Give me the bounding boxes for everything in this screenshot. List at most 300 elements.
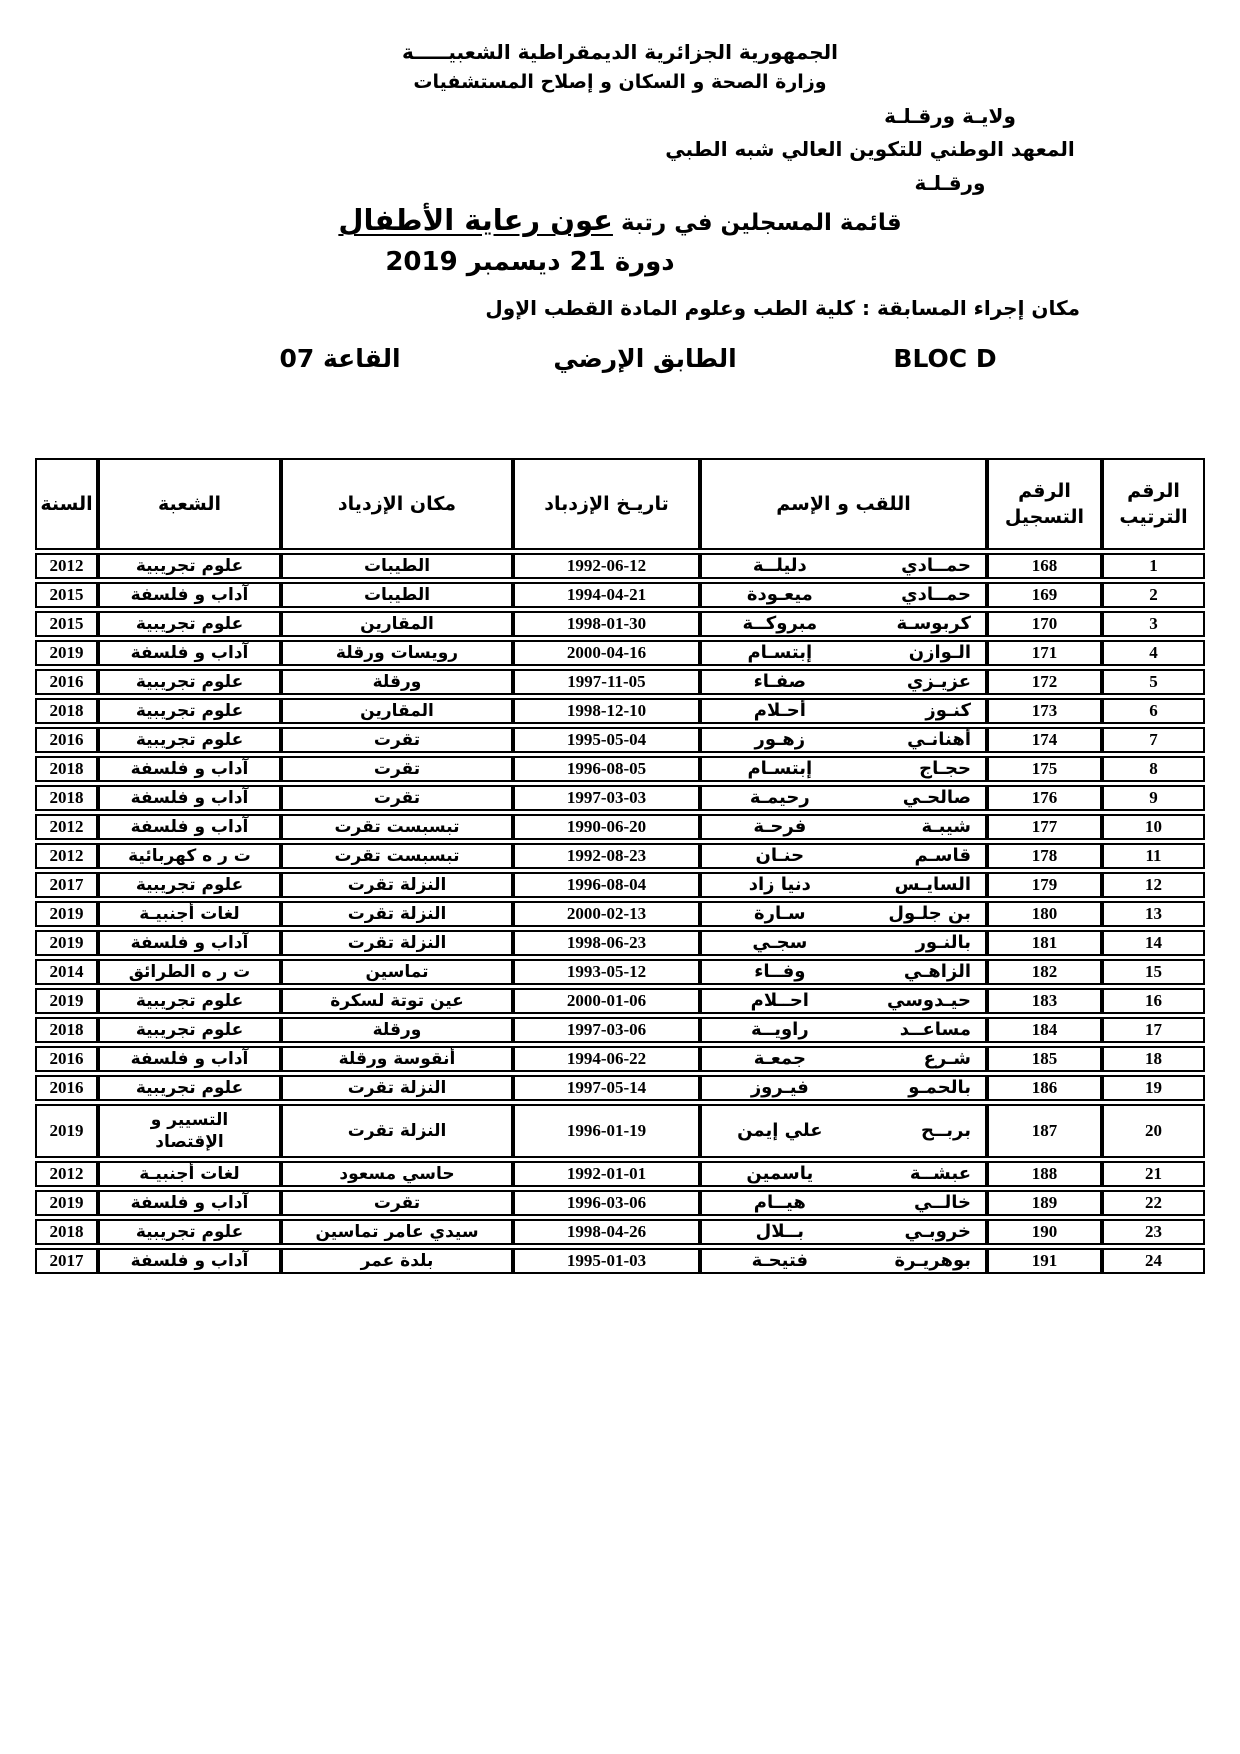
cell-reg: 179	[987, 872, 1102, 898]
cell-year: 2012	[35, 1161, 98, 1187]
cell-rank: 6	[1102, 698, 1205, 724]
given-name-text: أحـلام	[753, 700, 806, 721]
cell-birth-date: 2000-02-13	[513, 901, 700, 927]
cell-birth-place: تبسبست تقرت	[281, 843, 513, 869]
cell-rank: 15	[1102, 959, 1205, 985]
table-row	[35, 930, 1205, 956]
branch-text: آداب و فلسفة	[130, 1049, 249, 1069]
cell-branch	[98, 1075, 281, 1101]
surname-text: حجـاج	[919, 758, 971, 779]
name-wrap	[702, 1077, 985, 1099]
branch-text: علوم تجريبية	[135, 991, 244, 1011]
cell-reg: 177	[987, 814, 1102, 840]
city-label: ورقـلـة	[914, 171, 986, 195]
name-wrap	[702, 758, 985, 780]
branch-text: علوم تجريبية	[135, 1222, 244, 1242]
cell-year: 2018	[35, 785, 98, 811]
table-row	[35, 988, 1205, 1014]
cell-birth-place: تقرت	[281, 756, 513, 782]
name-wrap	[702, 845, 985, 867]
cell-reg: 170	[987, 611, 1102, 637]
cell-rank: 20	[1102, 1104, 1205, 1158]
name-wrap	[702, 1163, 985, 1185]
col-header-birth-place: مكان الإزدياد	[281, 458, 513, 550]
cell-rank: 14	[1102, 930, 1205, 956]
col-header-rank: الرقم الترتيب	[1102, 458, 1205, 550]
table-row	[35, 1104, 1205, 1158]
cell-year: 2019	[35, 930, 98, 956]
table-row	[35, 669, 1205, 695]
table-row	[35, 1248, 1205, 1274]
branch-text: علوم تجريبية	[135, 1020, 244, 1040]
cell-branch	[98, 785, 281, 811]
given-name-text: رحيمـة	[749, 787, 810, 808]
cell-branch	[98, 1219, 281, 1245]
cell-name	[700, 901, 987, 927]
cell-birth-place: النزلة تقرت	[281, 1104, 513, 1158]
cell-rank: 21	[1102, 1161, 1205, 1187]
cell-branch	[98, 640, 281, 666]
surname-text: حمــادي	[901, 584, 971, 605]
cell-year: 2018	[35, 756, 98, 782]
republic-title: الجمهورية الجزائرية الديمقراطية الشعبيـــــة	[402, 40, 838, 64]
branch-text: لغات أجنبيـة	[139, 1164, 240, 1184]
cell-reg: 169	[987, 582, 1102, 608]
cell-branch	[98, 814, 281, 840]
cell-name	[700, 669, 987, 695]
branch-text: علوم تجريبية	[135, 672, 244, 692]
cell-year: 2015	[35, 611, 98, 637]
branch-text: آداب و فلسفة	[130, 1251, 249, 1271]
table-row	[35, 1046, 1205, 1072]
given-name-text: بــلال	[755, 1221, 805, 1242]
cell-rank: 11	[1102, 843, 1205, 869]
col-header-year: السنة	[35, 458, 98, 550]
table-row	[35, 611, 1205, 637]
cell-birth-place: رويسات ورقلة	[281, 640, 513, 666]
cell-birth-date: 1995-01-03	[513, 1248, 700, 1274]
cell-birth-date: 1997-03-06	[513, 1017, 700, 1043]
branch-text: ت ر ه الطرائق	[128, 962, 251, 982]
cell-birth-place: تقرت	[281, 1190, 513, 1216]
cell-birth-place: ورقلة	[281, 1017, 513, 1043]
cell-rank: 17	[1102, 1017, 1205, 1043]
cell-birth-place: عين توتة لسكرة	[281, 988, 513, 1014]
given-name-text: فرحـة	[753, 816, 807, 837]
cell-branch	[98, 669, 281, 695]
name-wrap	[702, 729, 985, 751]
cell-rank: 24	[1102, 1248, 1205, 1274]
surname-text: صالحـي	[902, 787, 971, 808]
surname-text: بن جلـول	[888, 903, 971, 924]
cell-reg: 175	[987, 756, 1102, 782]
branch-text: لغات أجنبيـة	[139, 904, 240, 924]
surname-text: عزيـزي	[906, 671, 971, 692]
name-wrap	[702, 642, 985, 664]
cell-year: 2014	[35, 959, 98, 985]
name-wrap	[702, 613, 985, 635]
cell-reg: 185	[987, 1046, 1102, 1072]
cell-branch	[98, 930, 281, 956]
surname-text: بالنـور	[915, 932, 971, 953]
cell-rank: 19	[1102, 1075, 1205, 1101]
cell-branch	[98, 698, 281, 724]
branch-text: آداب و فلسفة	[130, 585, 249, 605]
cell-birth-date: 1995-05-04	[513, 727, 700, 753]
cell-name	[700, 611, 987, 637]
name-wrap	[702, 1192, 985, 1214]
cell-birth-date: 1992-06-12	[513, 553, 700, 579]
cell-name	[700, 1248, 987, 1274]
col-header-birth-date: تاريـخ الإزدباد	[513, 458, 700, 550]
table-row	[35, 814, 1205, 840]
surname-text: عبشــة	[909, 1163, 971, 1184]
cell-birth-date: 1998-12-10	[513, 698, 700, 724]
surname-text: الزاهـي	[903, 961, 971, 982]
cell-branch	[98, 1161, 281, 1187]
name-wrap	[702, 555, 985, 577]
exam-location: مكان إجراء المسابقة : كلية الطب وعلوم المادة القطب الإول	[485, 296, 1080, 320]
cell-name	[700, 698, 987, 724]
cell-reg: 168	[987, 553, 1102, 579]
list-title	[0, 203, 1240, 237]
cell-birth-date: 1998-04-26	[513, 1219, 700, 1245]
cell-branch	[98, 1190, 281, 1216]
table-row	[35, 1075, 1205, 1101]
col-header-reg: الرقم التسجيل	[987, 458, 1102, 550]
branch-text: آداب و فلسفة	[130, 933, 249, 953]
cell-reg: 191	[987, 1248, 1102, 1274]
cell-name	[700, 1219, 987, 1245]
table-row	[35, 582, 1205, 608]
surname-text: الـوازن	[908, 642, 971, 663]
name-wrap	[702, 932, 985, 954]
name-wrap	[702, 816, 985, 838]
col-header-branch: الشعبة	[98, 458, 281, 550]
name-wrap	[702, 584, 985, 606]
table-row	[35, 785, 1205, 811]
cell-birth-place: تماسين	[281, 959, 513, 985]
given-name-text: إبتسـام	[747, 758, 813, 779]
cell-birth-date: 1996-03-06	[513, 1190, 700, 1216]
cell-branch	[98, 988, 281, 1014]
cell-year: 2012	[35, 553, 98, 579]
cell-year: 2017	[35, 872, 98, 898]
cell-birth-date: 2000-01-06	[513, 988, 700, 1014]
branch-text: علوم تجريبية	[135, 1078, 244, 1098]
table-row	[35, 1017, 1205, 1043]
given-name-text: فيـروز	[750, 1077, 809, 1098]
cell-branch	[98, 611, 281, 637]
branch-text: آداب و فلسفة	[130, 788, 249, 808]
cell-birth-date: 1990-06-20	[513, 814, 700, 840]
given-name-text: جمعـة	[753, 1048, 806, 1069]
given-name-text: ميعـودة	[746, 584, 813, 605]
cell-birth-date: 1997-05-14	[513, 1075, 700, 1101]
cell-birth-place: النزلة تقرت	[281, 1075, 513, 1101]
cell-reg: 174	[987, 727, 1102, 753]
wilaya-label: ولايـة ورقـلـة	[884, 104, 1016, 128]
list-title-prefix: قائمة المسجلين في رتبة	[620, 210, 902, 236]
table-row	[35, 727, 1205, 753]
given-name-text: ياسمين	[746, 1163, 814, 1184]
branch-text: آداب و فلسفة	[130, 759, 249, 779]
surname-text: حمــادي	[901, 555, 971, 576]
cell-year: 2015	[35, 582, 98, 608]
cell-name	[700, 1046, 987, 1072]
cell-rank: 8	[1102, 756, 1205, 782]
cell-name	[700, 1161, 987, 1187]
given-name-text: دنيا زاد	[748, 874, 811, 895]
surname-text: قاسـم	[914, 845, 971, 866]
cell-rank: 12	[1102, 872, 1205, 898]
surname-text: كربوسـة	[896, 613, 971, 634]
room-floor-label: الطابق الإرضي	[553, 344, 737, 373]
name-wrap	[702, 1048, 985, 1070]
cell-reg: 190	[987, 1219, 1102, 1245]
cell-birth-place: تقرت	[281, 785, 513, 811]
cell-year: 2012	[35, 814, 98, 840]
cell-name	[700, 727, 987, 753]
given-name-text: وفــاء	[754, 961, 806, 982]
cell-birth-date: 1992-01-01	[513, 1161, 700, 1187]
cell-birth-place: النزلة تقرت	[281, 930, 513, 956]
cell-rank: 13	[1102, 901, 1205, 927]
name-wrap	[702, 671, 985, 693]
surname-text: حيـدوسي	[887, 990, 971, 1011]
surname-text: خروبـي	[904, 1221, 971, 1242]
cell-branch	[98, 1248, 281, 1274]
cell-reg: 173	[987, 698, 1102, 724]
surname-text: شـرع	[923, 1048, 971, 1069]
cell-reg: 183	[987, 988, 1102, 1014]
cell-birth-place: المقارين	[281, 611, 513, 637]
cell-year: 2019	[35, 1190, 98, 1216]
cell-year: 2016	[35, 727, 98, 753]
cell-year: 2019	[35, 988, 98, 1014]
cell-name	[700, 843, 987, 869]
name-wrap	[702, 1250, 985, 1272]
cell-rank: 9	[1102, 785, 1205, 811]
cell-reg: 182	[987, 959, 1102, 985]
table-row	[35, 959, 1205, 985]
cell-rank: 10	[1102, 814, 1205, 840]
cell-name	[700, 640, 987, 666]
cell-reg: 178	[987, 843, 1102, 869]
cell-year: 2016	[35, 1075, 98, 1101]
given-name-text: دليلــة	[752, 555, 807, 576]
cell-rank: 23	[1102, 1219, 1205, 1245]
name-wrap	[702, 990, 985, 1012]
cell-year: 2019	[35, 1104, 98, 1158]
cell-name	[700, 756, 987, 782]
cell-reg: 181	[987, 930, 1102, 956]
cell-rank: 22	[1102, 1190, 1205, 1216]
surname-text: بالحمـو	[908, 1077, 971, 1098]
cell-branch	[98, 843, 281, 869]
cell-reg: 176	[987, 785, 1102, 811]
cell-name	[700, 785, 987, 811]
branch-text: علوم تجريبية	[135, 730, 244, 750]
rank-name: عون رعاية الأطفال	[338, 203, 613, 237]
cell-name	[700, 1017, 987, 1043]
table-row	[35, 901, 1205, 927]
cell-birth-date: 1998-01-30	[513, 611, 700, 637]
cell-name	[700, 988, 987, 1014]
given-name-text: إبتسـام	[747, 642, 813, 663]
table-header	[35, 458, 1205, 550]
given-name-text: زهـور	[754, 729, 806, 750]
name-wrap	[702, 700, 985, 722]
name-wrap	[702, 961, 985, 983]
ministry-title: وزارة الصحة و السكان و إصلاح المستشفيات	[413, 71, 827, 93]
cell-year: 2018	[35, 1219, 98, 1245]
cell-reg: 180	[987, 901, 1102, 927]
cell-birth-date: 1992-08-23	[513, 843, 700, 869]
cell-branch	[98, 553, 281, 579]
branch-text: علوم تجريبية	[135, 701, 244, 721]
branch-text: التسيير و الإقتصاد	[150, 1110, 229, 1152]
cell-birth-place: تبسبست تقرت	[281, 814, 513, 840]
cell-birth-date: 1996-08-05	[513, 756, 700, 782]
name-wrap	[702, 1019, 985, 1041]
given-name-text: صفـاء	[753, 671, 807, 692]
cell-birth-place: النزلة تقرت	[281, 901, 513, 927]
surname-text: شيبـة	[921, 816, 971, 837]
room-bloc-label: BLOC D	[893, 344, 997, 373]
cell-branch	[98, 1104, 281, 1158]
cell-birth-place: ورقلة	[281, 669, 513, 695]
name-wrap	[702, 874, 985, 896]
name-wrap	[702, 787, 985, 809]
table-row	[35, 843, 1205, 869]
cell-branch	[98, 582, 281, 608]
cell-name	[700, 959, 987, 985]
cell-birth-date: 1997-11-05	[513, 669, 700, 695]
cell-reg: 172	[987, 669, 1102, 695]
cell-name	[700, 872, 987, 898]
cell-name	[700, 1190, 987, 1216]
cell-branch	[98, 1046, 281, 1072]
cell-year: 2016	[35, 669, 98, 695]
surname-text: أهنانـي	[907, 729, 971, 750]
cell-year: 2012	[35, 843, 98, 869]
cell-branch	[98, 959, 281, 985]
cell-rank: 4	[1102, 640, 1205, 666]
given-name-text: هيــام	[753, 1192, 806, 1213]
cell-birth-date: 1996-01-19	[513, 1104, 700, 1158]
surname-text: بربــح	[921, 1120, 971, 1141]
branch-text: علوم تجريبية	[135, 556, 244, 576]
given-name-text: احــلام	[750, 990, 809, 1011]
cell-name	[700, 930, 987, 956]
cell-year: 2019	[35, 901, 98, 927]
cell-birth-place: الطيبات	[281, 582, 513, 608]
cell-name	[700, 582, 987, 608]
cell-rank: 18	[1102, 1046, 1205, 1072]
cell-branch	[98, 727, 281, 753]
cell-branch	[98, 756, 281, 782]
cell-birth-date: 1996-08-04	[513, 872, 700, 898]
branch-text: ت ر ه كهربائية	[128, 846, 251, 866]
cell-birth-place: حاسي مسعود	[281, 1161, 513, 1187]
cell-year: 2019	[35, 640, 98, 666]
cell-birth-place: النزلة تقرت	[281, 872, 513, 898]
table-row	[35, 698, 1205, 724]
given-name-text: فتيحـة	[751, 1250, 809, 1271]
given-name-text: راويــة	[750, 1019, 809, 1040]
cell-name	[700, 1075, 987, 1101]
cell-rank: 16	[1102, 988, 1205, 1014]
surname-text: خالــي	[913, 1192, 971, 1213]
cell-rank: 3	[1102, 611, 1205, 637]
cell-name	[700, 553, 987, 579]
cell-name	[700, 1104, 987, 1158]
given-name-text: مبروكــة	[742, 613, 818, 634]
given-name-text: سجـي	[752, 932, 808, 953]
branch-text: آداب و فلسفة	[130, 643, 249, 663]
cell-birth-place: تقرت	[281, 727, 513, 753]
table-row	[35, 1190, 1205, 1216]
cell-birth-place: بلدة عمر	[281, 1248, 513, 1274]
table-row	[35, 1219, 1205, 1245]
branch-text: علوم تجريبية	[135, 614, 244, 634]
cell-year: 2018	[35, 1017, 98, 1043]
name-wrap	[702, 903, 985, 925]
table-row	[35, 553, 1205, 579]
cell-birth-date: 1997-03-03	[513, 785, 700, 811]
cell-reg: 171	[987, 640, 1102, 666]
cell-rank: 2	[1102, 582, 1205, 608]
cell-year: 2016	[35, 1046, 98, 1072]
cell-rank: 7	[1102, 727, 1205, 753]
surname-text: كنـوز	[925, 700, 971, 721]
name-wrap	[702, 1221, 985, 1243]
given-name-text: سـارة	[754, 903, 806, 924]
institute-label: المعهد الوطني للتكوين العالي شبه الطبي	[665, 137, 1075, 161]
given-name-text: حنـان	[755, 845, 805, 866]
branch-text: علوم تجريبية	[135, 875, 244, 895]
cell-reg: 187	[987, 1104, 1102, 1158]
cell-birth-date: 1993-05-12	[513, 959, 700, 985]
cell-year: 2017	[35, 1248, 98, 1274]
cell-reg: 184	[987, 1017, 1102, 1043]
cell-rank: 1	[1102, 553, 1205, 579]
table-row	[35, 872, 1205, 898]
cell-name	[700, 814, 987, 840]
surname-text: السايـس	[894, 874, 971, 895]
cell-birth-place: الطيبات	[281, 553, 513, 579]
surname-text: بوهريـرة	[894, 1250, 971, 1271]
cell-year: 2018	[35, 698, 98, 724]
name-wrap	[702, 1120, 985, 1142]
given-name-text: علي إيمن	[737, 1120, 823, 1141]
session-date: دورة 21 ديسمبر 2019	[385, 247, 675, 277]
cell-rank: 5	[1102, 669, 1205, 695]
cell-birth-date: 1998-06-23	[513, 930, 700, 956]
cell-reg: 189	[987, 1190, 1102, 1216]
branch-text: آداب و فلسفة	[130, 1193, 249, 1213]
cell-birth-date: 1994-06-22	[513, 1046, 700, 1072]
table-row	[35, 640, 1205, 666]
cell-branch	[98, 872, 281, 898]
table-row	[35, 1161, 1205, 1187]
candidates-tbody	[35, 553, 1205, 1274]
cell-branch	[98, 1017, 281, 1043]
cell-reg: 186	[987, 1075, 1102, 1101]
room-hall-label: القاعة 07	[279, 344, 401, 373]
candidates-table	[35, 455, 1205, 1277]
